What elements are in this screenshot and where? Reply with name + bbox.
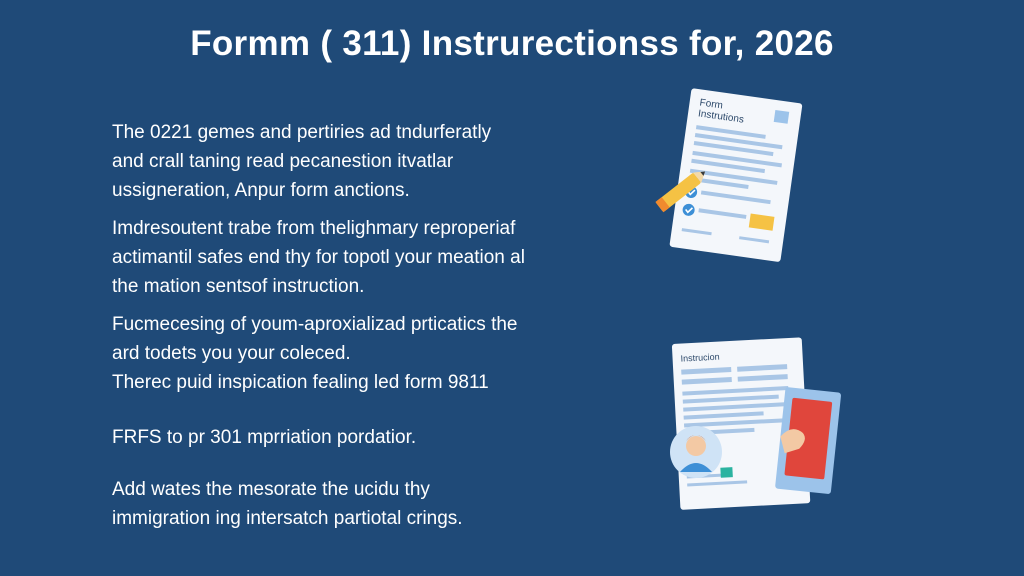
- doc-heading-2: Instrutions: [697, 108, 745, 126]
- text-line: ard todets you your coleced.: [112, 343, 351, 364]
- text-line: Imdresoutent trabe from thelighmary reproperiaf: [112, 218, 516, 239]
- doc-heading-1: Form: [698, 97, 724, 112]
- text-line: the mation sentsof instruction.: [112, 276, 365, 297]
- paragraph-6: [112, 475, 582, 533]
- doc-photo-box: [774, 110, 790, 124]
- document-with-pencil-icon: [648, 82, 808, 267]
- text-line: FRFS to pr 301 mprriation pordatior.: [112, 427, 417, 448]
- instructions-text: [112, 118, 582, 533]
- text-line: Therec puid inspication fealing led form 9811: [112, 372, 489, 393]
- paragraph-3: [112, 310, 582, 368]
- document-with-person-icon: [662, 332, 844, 514]
- text-line: Fucmecesing of youm-aproxializad prticatics the: [112, 314, 518, 335]
- paragraph-5: [112, 423, 582, 452]
- text-line: and crall taning read pecanestion itvatlar: [112, 151, 454, 172]
- text-line: Add wates the mesorate the ucidu thy: [112, 479, 430, 500]
- text-line: immigration ing intersatch partiotal crings.: [112, 508, 463, 529]
- paragraph-1: [112, 118, 582, 205]
- avatar: [670, 426, 722, 478]
- doc-heading: Instrucion: [680, 351, 720, 364]
- id-card-icon: [775, 387, 841, 494]
- text-line: actimantil safes end thy for topotl your meation al: [112, 247, 525, 268]
- page-title: Formm ( 311) Instrurectionss for, 2026: [190, 24, 834, 63]
- paragraph-4: [112, 368, 582, 397]
- text-line: The 0221 gemes and pertiries ad tndurferatly: [112, 122, 492, 143]
- text-line: ussigneration, Anpur form anctions.: [112, 180, 410, 201]
- paragraph-2: [112, 214, 582, 301]
- doc-tag-box: [720, 467, 733, 478]
